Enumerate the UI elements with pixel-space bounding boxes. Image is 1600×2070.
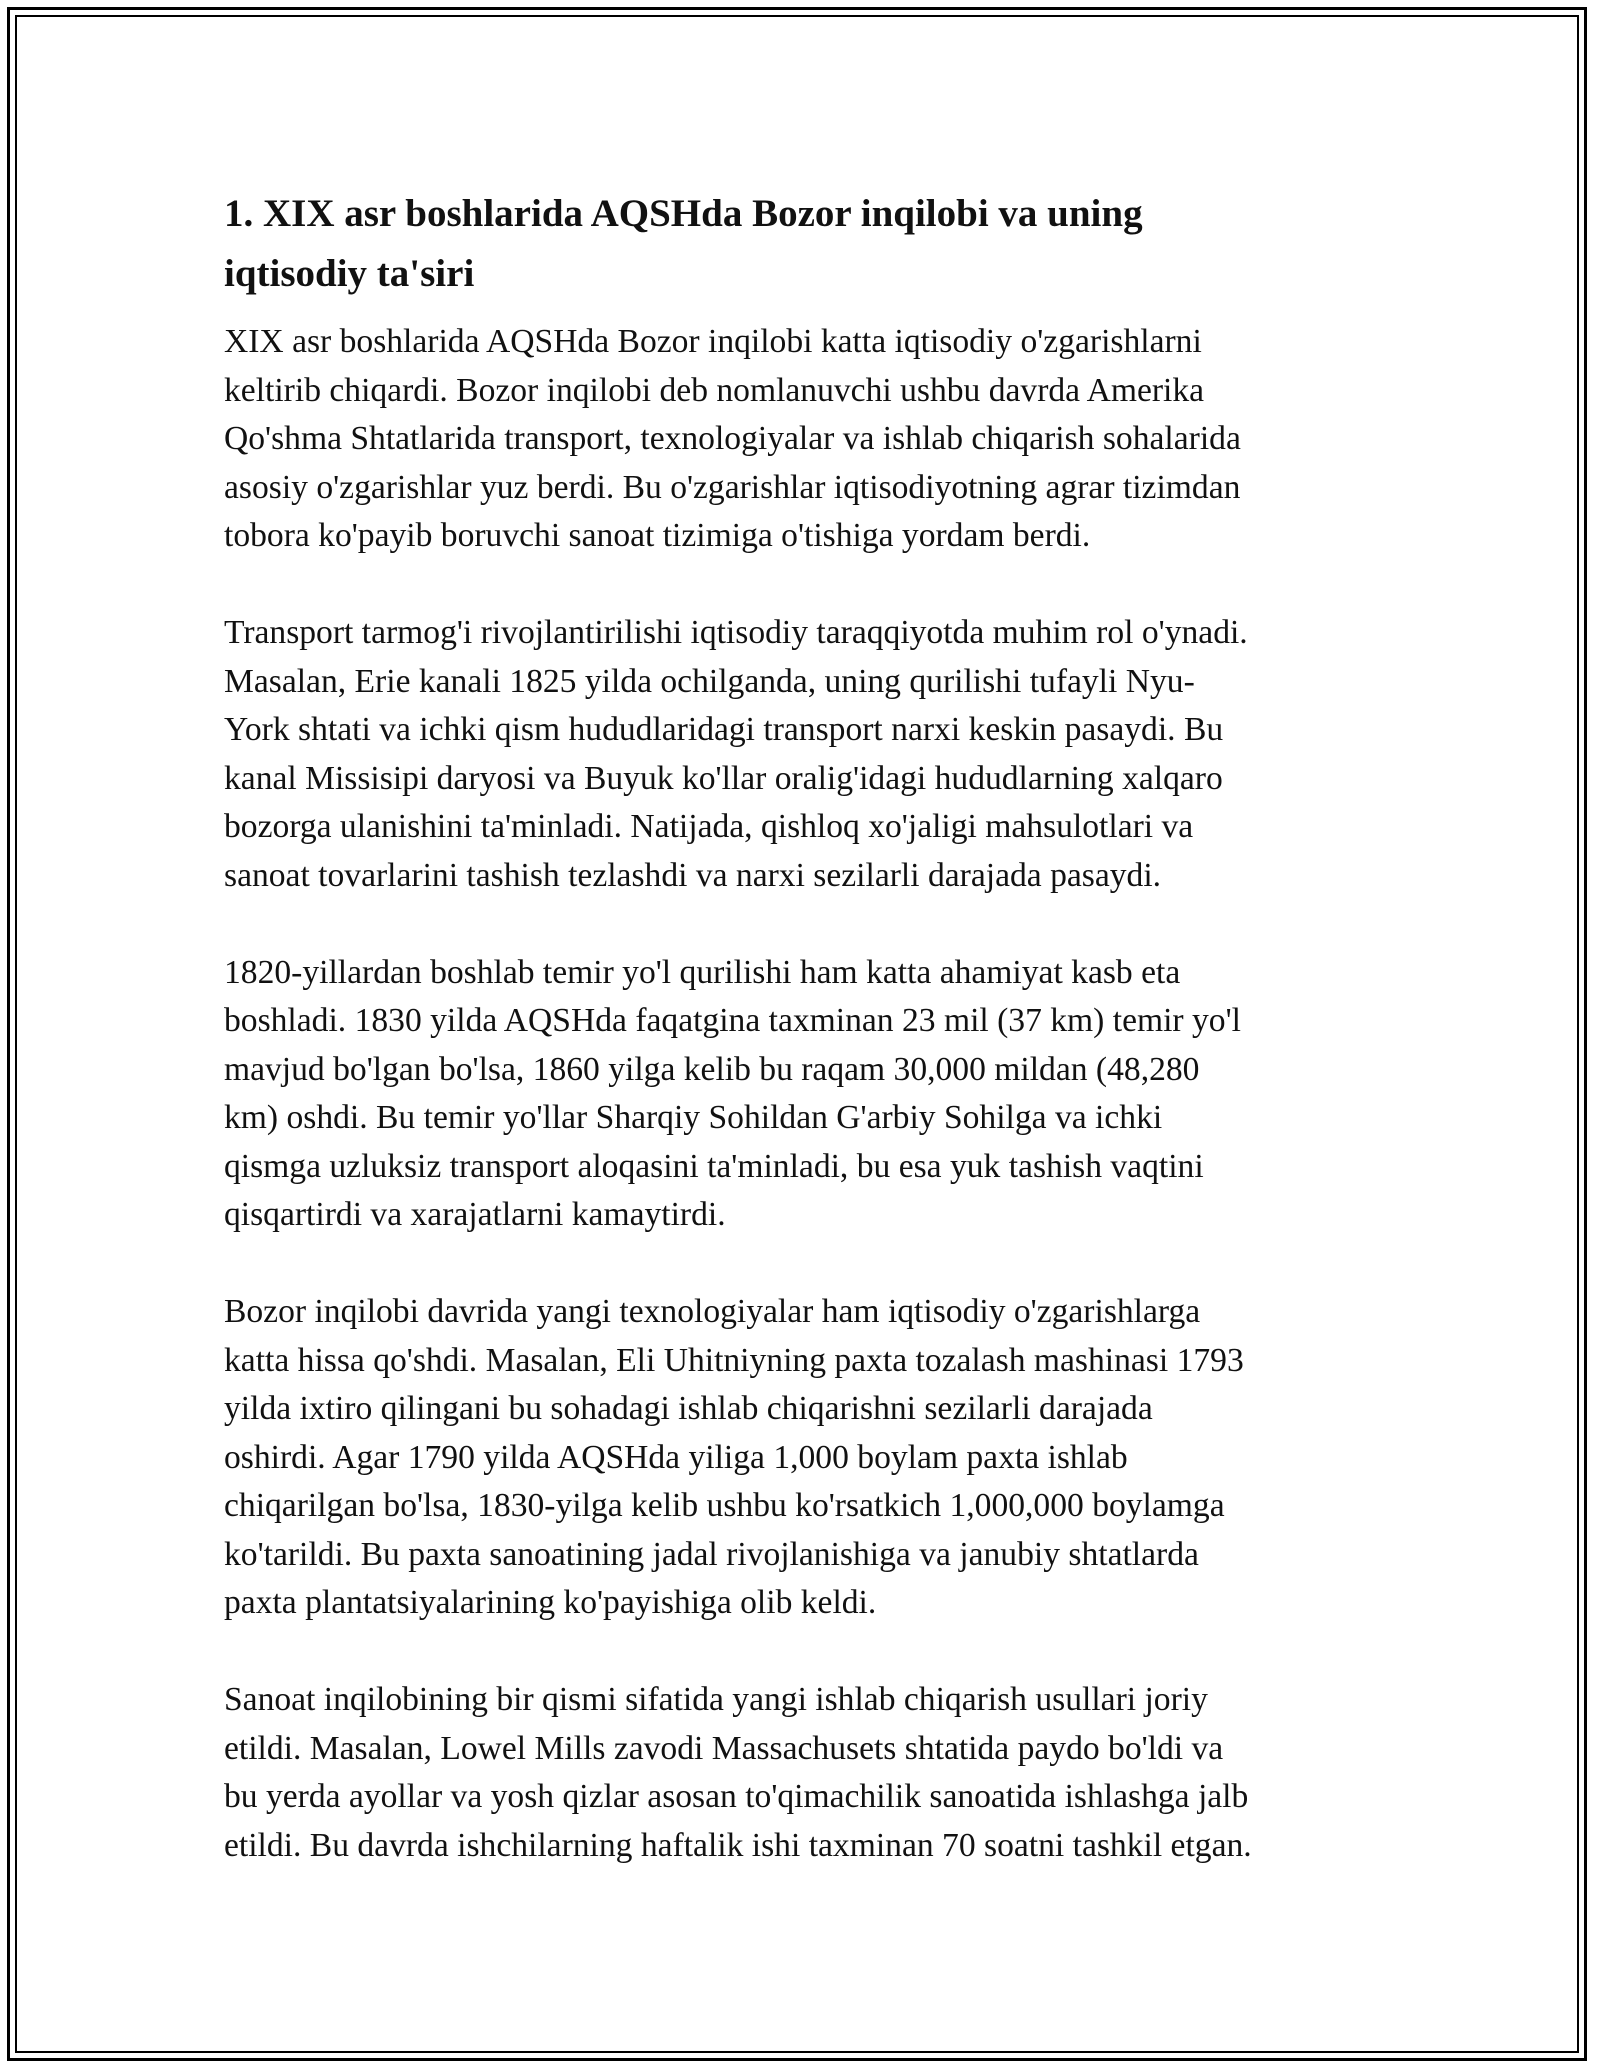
paragraph-2 xyxy=(224,609,1364,900)
section-heading xyxy=(224,184,1364,304)
text-line: paxta plantatsiyalarining ko'payishiga olib keldi. xyxy=(224,1584,877,1621)
paragraph-5 xyxy=(224,1676,1364,1870)
text-line: mavjud bo'lgan bo'lsa, 1860 yilga kelib bu raqam 30,000 mildan (48,280 xyxy=(224,1050,1200,1088)
text-line: tobora ko'payib boruvchi sanoat tizimiga o'tishiga yordam berdi. xyxy=(224,517,1091,554)
text-line: asosiy o'zgarishlar yuz berdi. Bu o'zgarishlar iqtisodiyotning agrar tizimdan xyxy=(224,468,1241,506)
text-line: yilda ixtiro qilingani bu sohadagi ishlab chiqarishni sezilarli darajada xyxy=(224,1390,1153,1427)
text-line: qisqartirdi va xarajatlarni kamaytirdi. xyxy=(224,1196,726,1233)
text-line: chiqarilgan bo'lsa, 1830-yilga kelib ushbu ko'rsatkich 1,000,000 boylamga xyxy=(224,1487,1225,1524)
paragraph-1 xyxy=(224,318,1364,561)
text-line: XIX asr boshlarida AQSHda Bozor inqilobi katta iqtisodiy o'zgarishlarni xyxy=(224,323,1202,360)
paragraph-4 xyxy=(224,1288,1364,1628)
text-line: ko'tarildi. Bu paxta sanoatining jadal rivojlanishiga va janubiy shtatlarda xyxy=(224,1535,1199,1573)
text-line: etildi. Bu davrda ishchilarning haftalik ishi taxminan 70 soatni tashkil etgan. xyxy=(224,1826,1252,1864)
text-line: Masalan, Erie kanali 1825 yilda ochilganda, uning qurilishi tufayli Nyu- xyxy=(224,662,1195,700)
text-line: katta hissa qo'shdi. Masalan, Eli Uhitniyning paxta tozalash mashinasi 1793 xyxy=(224,1341,1244,1379)
text-line: Transport tarmog'i rivojlantirilishi iqtisodiy taraqqiyotda muhim rol o'ynadi. xyxy=(224,614,1248,651)
text-line: etildi. Masalan, Lowel Mills zavodi Massachusets shtatida paydo bo'ldi va xyxy=(224,1729,1224,1767)
text-line: bozorga ulanishini ta'minladi. Natijada, qishloq xo'jaligi mahsulotlari va xyxy=(224,808,1194,845)
text-line: 1820-yillardan boshlab temir yo'l qurilishi ham katta ahamiyat kasb eta xyxy=(224,953,1181,991)
text-line: keltirib chiqardi. Bozor inqilobi deb nomlanuvchi ushbu davrda Amerika xyxy=(224,371,1205,409)
document-body xyxy=(224,184,1364,1919)
heading-line: 1. XIX asr boshlarida AQSHda Bozor inqilobi va uning xyxy=(224,192,1143,235)
text-line: bu yerda ayollar va yosh qizlar asosan to'qimachilik sanoatida ishlashga jalb xyxy=(224,1778,1249,1815)
text-line: km) oshdi. Bu temir yo'llar Sharqiy Sohildan G'arbiy Sohilga va ichki xyxy=(224,1099,1163,1136)
text-line: kanal Missisipi daryosi va Buyuk ko'llar oralig'idagi hududlarning xalqaro xyxy=(224,759,1223,797)
text-line: York shtati va ichki qism hududlaridagi transport narxi keskin pasaydi. Bu xyxy=(224,711,1224,748)
text-line: Qo'shma Shtatlarida transport, texnologiyalar va ishlab chiqarish sohalarida xyxy=(224,420,1241,457)
text-line: boshladi. 1830 yilda AQSHda faqatgina taxminan 23 mil (37 km) temir yo'l xyxy=(224,1002,1241,1039)
paragraph-3 xyxy=(224,949,1364,1240)
heading-line: iqtisodiy ta'siri xyxy=(224,252,475,295)
text-line: Sanoat inqilobining bir qismi sifatida yangi ishlab chiqarish usullari joriy xyxy=(224,1681,1208,1718)
text-line: sanoat tovarlarini tashish tezlashdi va narxi sezilarli darajada pasaydi. xyxy=(224,856,1162,894)
text-line: Bozor inqilobi davrida yangi texnologiyalar ham iqtisodiy o'zgarishlarga xyxy=(224,1293,1201,1330)
text-line: qismga uzluksiz transport aloqasini ta'minladi, bu esa yuk tashish vaqtini xyxy=(224,1147,1204,1185)
text-line: oshirdi. Agar 1790 yilda AQSHda yiliga 1,000 boylam paxta ishlab xyxy=(224,1438,1128,1476)
